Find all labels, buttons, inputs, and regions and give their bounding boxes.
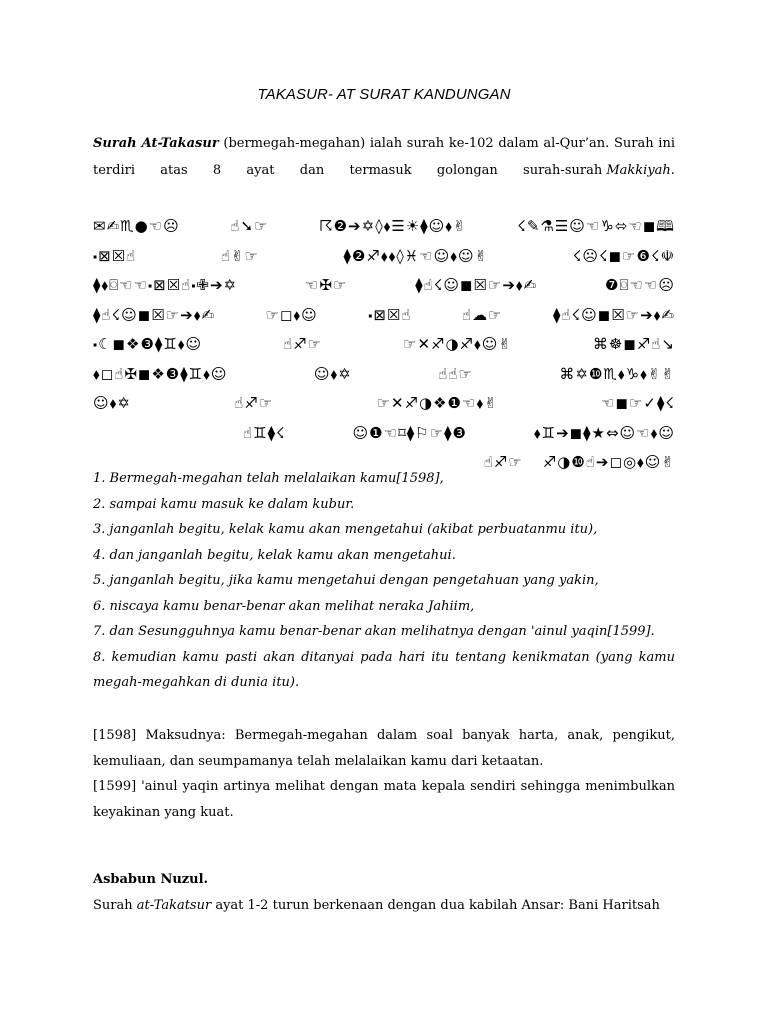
footnote-line: keyakinan yang kuat. <box>93 804 234 820</box>
asbabun-text: Surah at-Takatsur ayat 1-2 turun berkenaan dengan dua kabilah Ansar: Bani Haritsah <box>93 898 660 913</box>
verse-line: 7. dan Sesungguhnya kamu benar-benar akan melihatnya dengan 'ainul yaqin[1599]. <box>93 624 655 639</box>
intro-word: termasuk <box>349 163 412 178</box>
intro-text-1: ialah surah ke-102 dalam al-Qur’an. Surah ini <box>365 136 675 151</box>
glyph-line: ☝♊⧫☇ ☺❶☜⌑⧫⚐☞⧫❸ ⬧♊➔◼⧫★⇔☺☜⬧☺ <box>243 423 675 442</box>
glyph-line: ⬧◻☝✠◼❖❸⧫♊⬧☺ ☺⬧✡ ☝☝☞ ⌘✡❿♏⬧♑⬧✌✌ <box>93 364 675 383</box>
glyph-line: ✉✍♏●☜☹ ☝➘☞ ☈❷➔✡◊⬧☰☀⧫☺⬧✌ ☇✎⚗☰☺☜♑⬄☜◼🕮 <box>93 217 675 235</box>
glyph-line: ⬝☾◼❖❸⧫♊⬧☺ ☝♐☞ ☞✕♐◑♐⬧☺✌ ⌘☸◼♐☝↘ <box>93 335 675 353</box>
verse-translation-list <box>93 466 675 696</box>
verse-line: 2. sampai kamu masuk ke dalam kubur. <box>93 496 355 512</box>
verse-line: megah-megahkan di dunia itu). <box>93 675 300 690</box>
asbabun-italic: at-Takatsur <box>136 898 212 913</box>
intro-word: golongan <box>436 163 498 178</box>
intro-paragraph <box>93 130 675 184</box>
glyph-line: ☺⬧✡ ☝♐☞ ☞✕♐◑❖❶☜⬧✌ ☜◼☞✓⧫☇ <box>93 394 675 412</box>
intro-word: terdiri <box>93 163 135 178</box>
verse-line: 1. Bermegah-megahan telah melalaikan kamu[1598], <box>93 471 444 486</box>
footnote-line: kemuliaan, dan seumpamanya telah melalaikan kamu dari ketaatan. <box>93 753 544 769</box>
document-title: TAKASUR- AT SURAT KANDUNGAN <box>257 86 511 103</box>
intro-word-last: surah-surah Makkiyah. <box>523 163 675 178</box>
surah-name: Surah At-Takasur <box>93 136 219 151</box>
makkiyah: Makkiyah. <box>606 163 675 178</box>
surah-meaning: (bermegah-megahan) <box>223 136 366 151</box>
footnotes <box>93 723 675 825</box>
verse-line: 4. dan janganlah begitu, kelak kamu akan mengetahui. <box>93 547 456 563</box>
asbabun-heading: Asbabun Nuzul. <box>93 872 209 887</box>
intro-word: atas <box>160 163 188 178</box>
verse-line: 3. janganlah begitu, kelak kamu akan mengetahui (akibat perbuatanmu itu), <box>93 522 598 537</box>
glyph-line: ⧫☝☇☺◼☒☞➔⬧✍ ☞◻⬧☺ ⬝⊠☒☝ ☝☁☞ ⧫☝☇☺◼☒☞➔⬧✍ <box>93 305 675 324</box>
arabic-text-garbled <box>93 212 675 478</box>
verse-line: 5. janganlah begitu, jika kamu mengetahui dengan pengetahuan yang yakin, <box>93 573 599 588</box>
footnote-line: [1598] Maksudnya: Bermegah-megahan dalam soal banyak harta, anak, pengikut, <box>93 728 675 743</box>
verse-line: 8. kemudian kamu pasti akan ditanyai pada hari itu tentang kenikmatan (yang kamu <box>93 649 675 665</box>
intro-line-1 <box>93 130 675 157</box>
intro-line-2 <box>93 157 675 184</box>
intro-word: 8 <box>212 163 222 178</box>
intro-word: ayat <box>246 163 275 178</box>
intro-word: dan <box>299 163 325 178</box>
verse-line: 6. niscaya kamu benar-benar akan melihat neraka Jahiim, <box>93 598 475 614</box>
glyph-line: ⬝⊠☒☝ ☝✌☞ ⧫❷♐⬧⬧◊♓☜☺⬧☺✌ ☇☹☇◼☞❻☇☫ <box>93 246 675 265</box>
footnote-line: [1599] 'ainul yaqin artinya melihat dengan mata kepala sendiri sehingga menimbulkan <box>93 779 675 794</box>
glyph-line: ⧫⬧⌼☜☜⬝⊠☒☝⬝✙➔✡ ☜✠☞ ⧫☝☇☺◼☒☞➔⬧✍ ❼⌼☜☜☹ <box>93 276 675 294</box>
glyph-line: ☝♐☞ ♐◑❿☝➔◻◎⬧☺✌ <box>483 453 675 471</box>
